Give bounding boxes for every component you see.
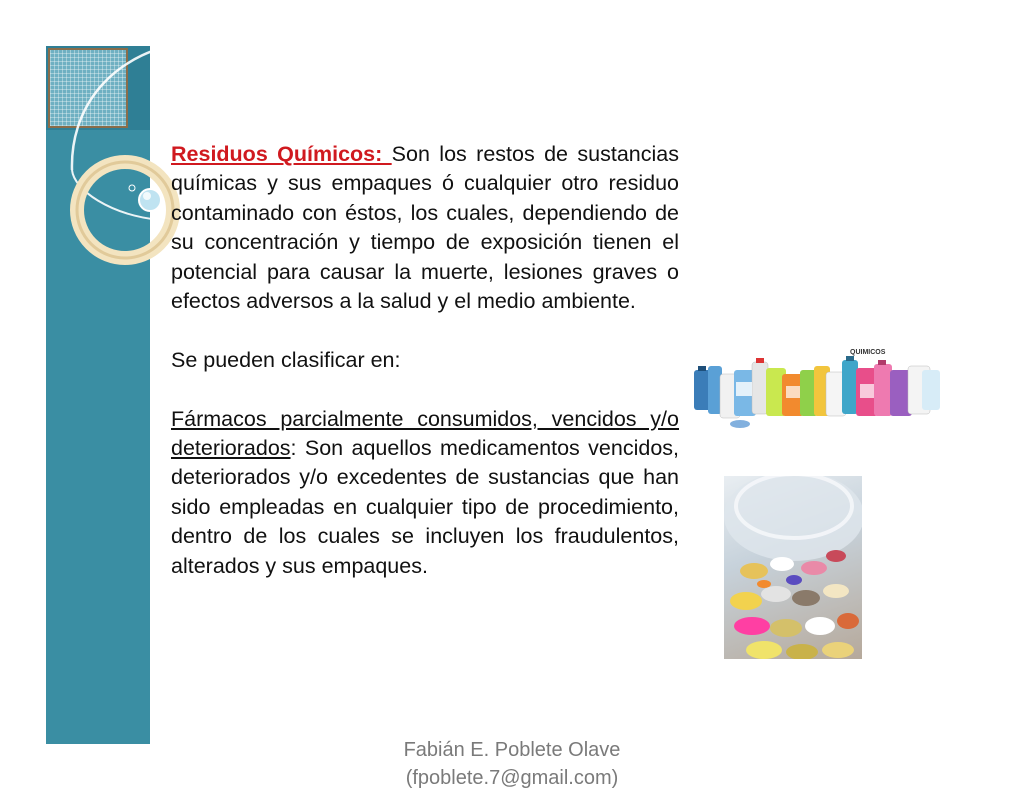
paragraph-1-text: Son los restos de sustancias químicas y sus empaques ó cualquier otro residuo contaminado con éstos, los cuales, dependiendo de su concentración y tiempo de exposición tienen el potencial para causar la muerte, lesiones graves o efectos adversos a la salud y el medio ambiente. — [171, 142, 679, 314]
footer-author: Fabián E. Poblete Olave — [403, 739, 621, 761]
term-residuos-quimicos: Residuos Químicos: — [171, 142, 392, 166]
paragraph-clasificar: Se pueden clasificar en: — [171, 347, 401, 372]
paragraph-3-text: : Son aquellos medicamentos vencidos, deteriorados y/o excedentes de sustancias que han sido empleadas en cualquier tipo de procedimiento, dentro de los cuales se incluyen los fraudulentos, alterados y sus empaques. — [171, 436, 679, 578]
footer-credit — [300, 736, 724, 792]
chemical-products-image — [690, 340, 944, 432]
slide-body — [171, 140, 679, 610]
pills-jar-image — [724, 476, 862, 659]
term-farmacos: Fármacos parcialmente consumidos, vencidos y/o deteriorados — [171, 406, 679, 461]
chem-image-label: QUIMICOS — [850, 349, 886, 356]
paragraph-farmacos — [171, 405, 679, 581]
paragraph-residuos-quimicos — [171, 140, 679, 316]
footer-email: (fpoblete.7@gmail.com) — [405, 767, 619, 789]
